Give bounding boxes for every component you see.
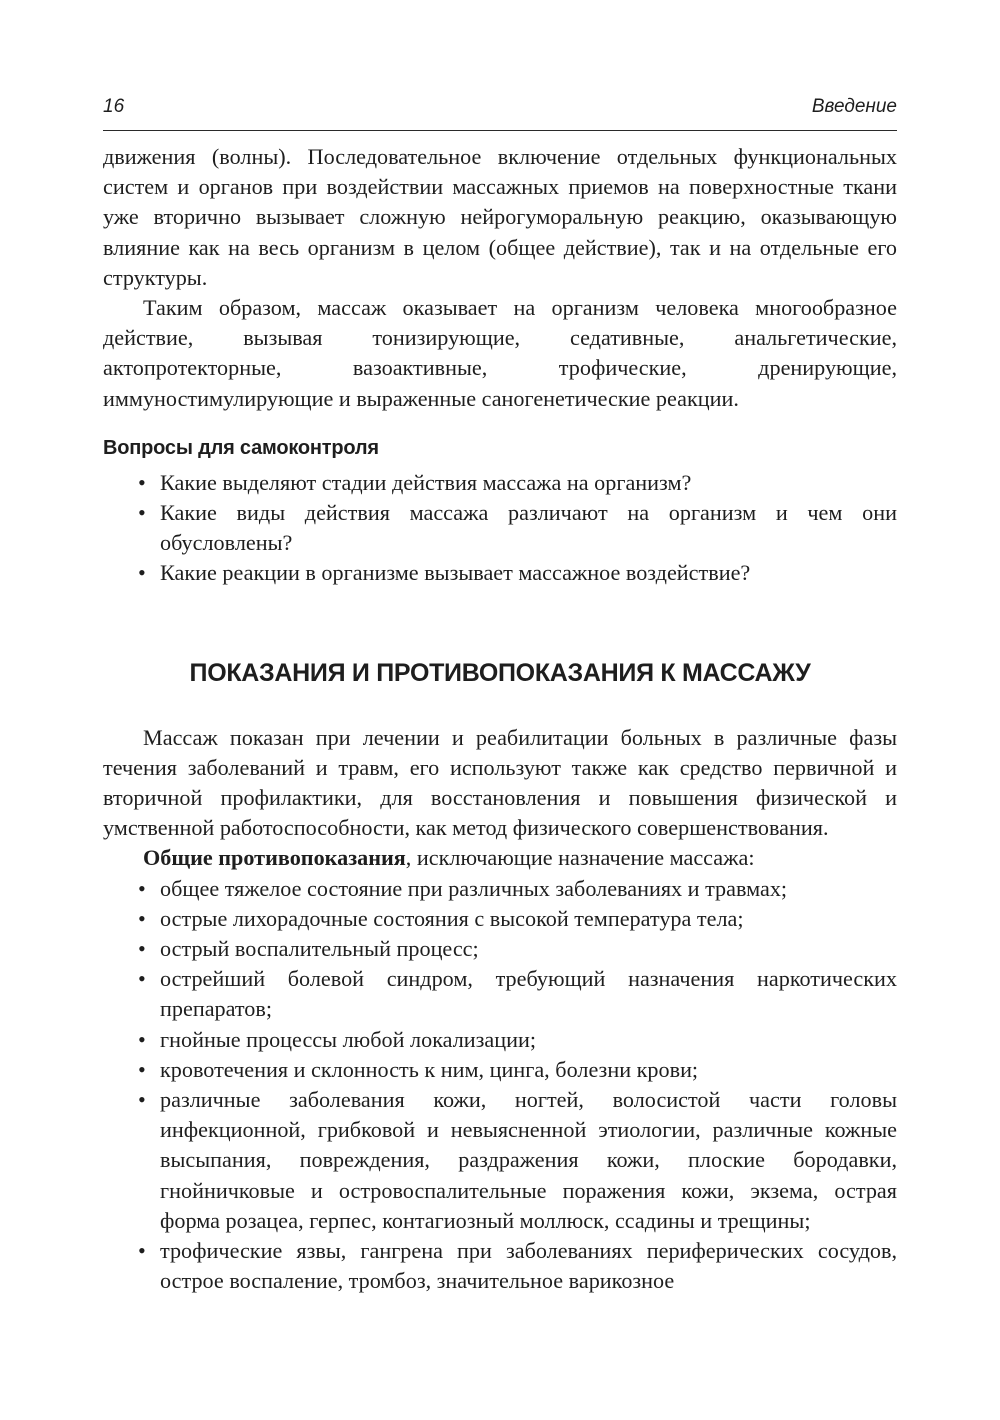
indications-paragraph: Массаж показан при лечении и реабилитации больных в различные фазы течения заболеваний и травм, его используют также как средство первичной и вторичной профилактики, для восстановления и повышения физической и умственной работоспособности, как метод физического совершенствования.: [103, 724, 897, 841]
contraindication-item: • общее тяжелое состояние при различных заболеваниях и травмах;: [103, 874, 897, 904]
question-item: • Какие реакции в организме вызывает массажное воздействие?: [103, 558, 897, 588]
section-heading: ПОКАЗАНИЯ И ПРОТИВОПОКАЗАНИЯ К МАССАЖУ: [189, 658, 811, 687]
contraindication-item: • трофические язвы, гангрена при заболеваниях периферических сосудов, острое воспаление, тромбоз, значительное варикозное: [103, 1236, 897, 1296]
contraindication-item: • различные заболевания кожи, ногтей, волосистой части головы инфекционной, грибковой и невыясненной этиологии, различные кожные высыпания, повреждения, раздражения кожи, плоские бородавки, гнойничковые и островоспалительные поражения кожи, экзема, острая форма розацеа, герпес, контагиозный моллюск, ссадины и трещины;: [103, 1085, 897, 1236]
self-check-questions: [103, 468, 897, 589]
contraindication-item: • острый воспалительный процесс;: [103, 934, 897, 964]
paragraph-continued: движения (волны). Последовательное включение отдельных функциональных систем и органов при воздействии массажных приемов на поверхностные ткани уже вторично вызывает сложную нейрогуморальную реакцию, оказывающую влияние как на весь организм в целом (общее действие), так и на отдельные его структуры.: [103, 144, 897, 290]
question-item: • Какие выделяют стадии действия массажа на организм?: [103, 468, 897, 498]
paragraph-summary: Таким образом, массаж оказывает на организм человека многообразное действие, вызывая тонизирующие, седативные, анальгетические, актопротекторные, вазоактивные, трофические, дренирующие, иммуностимулирующие и выраженные саногенетические реакции.: [103, 295, 897, 411]
page-number: 16: [103, 96, 125, 117]
intro-text: [103, 142, 897, 414]
contraindications-lead-bold: Общие противопоказания: [143, 845, 406, 871]
contraindications-list: [103, 874, 897, 1297]
contraindications-lead: [103, 843, 897, 873]
running-section-title: Введение: [811, 96, 897, 117]
contraindication-item: • гнойные процессы любой локализации;: [103, 1025, 897, 1055]
section-body: [103, 723, 897, 1297]
contraindication-item: • острейший болевой синдром, требующий назначения наркотических препаратов;: [103, 964, 897, 1024]
self-check-heading: Вопросы для самоконтроля: [103, 436, 379, 459]
contraindication-item: • кровотечения и склонность к ним, цинга, болезни крови;: [103, 1055, 897, 1085]
book-page: [103, 90, 897, 1297]
contraindication-item: • острые лихорадочные состояния с высокой температура тела;: [103, 904, 897, 934]
question-item: • Какие виды действия массажа различают на организм и чем они обусловлены?: [103, 498, 897, 558]
contraindications-lead-rest: , исключающие назначение массажа:: [405, 845, 755, 871]
running-header: [103, 90, 897, 131]
